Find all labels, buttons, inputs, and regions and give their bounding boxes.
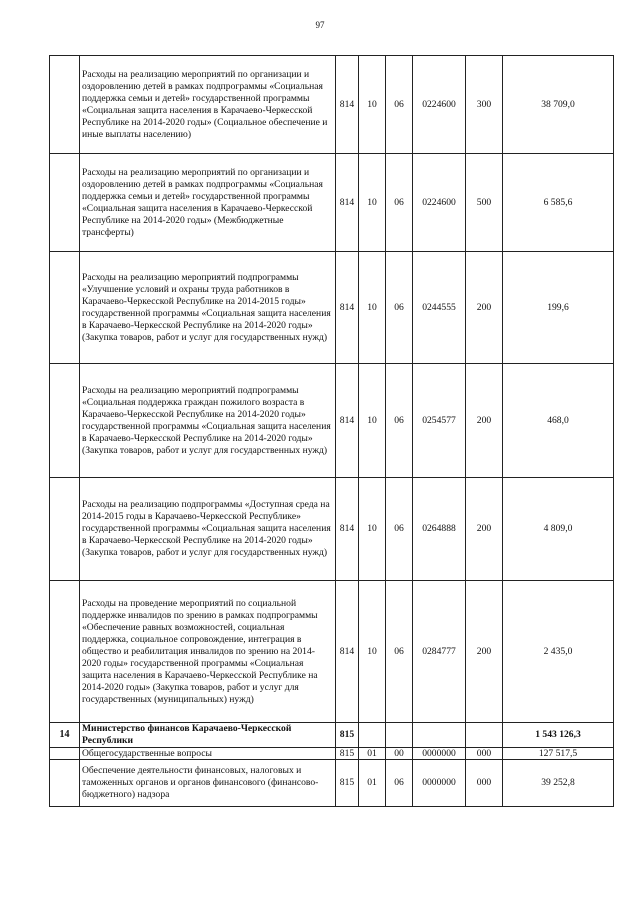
expense-type-code: 300 [466, 56, 503, 154]
row-number [50, 748, 80, 760]
row-amount: 1 543 126,3 [503, 723, 614, 748]
section-code: 10 [359, 581, 386, 723]
section-code: 10 [359, 364, 386, 478]
ministry-code: 814 [336, 252, 359, 364]
row-amount: 2 435,0 [503, 581, 614, 723]
row-number [50, 154, 80, 252]
page-number: 97 [315, 20, 325, 30]
row-amount: 6 585,6 [503, 154, 614, 252]
table-row [50, 760, 614, 807]
ministry-code: 815 [336, 723, 359, 748]
row-amount: 127 517,5 [503, 748, 614, 760]
section-code: 01 [359, 748, 386, 760]
section-code: 10 [359, 478, 386, 581]
table-row [50, 252, 614, 364]
subsection-code: 06 [386, 478, 413, 581]
row-number [50, 56, 80, 154]
expense-type-code: 000 [466, 748, 503, 760]
row-number [50, 364, 80, 478]
table-row [50, 748, 614, 760]
row-description: Расходы на реализацию мероприятий по организации и оздоровлению детей в рамках подпрограммы «Социальная поддержка семьи и детей» государственной программы «Социальная защита населения в Карачаево-Черкесской Республике на 2014-2020 годы» (Межбюджетные трансферты) [80, 154, 336, 252]
subsection-code [386, 723, 413, 748]
target-code: 0224600 [413, 154, 466, 252]
row-number [50, 478, 80, 581]
section-code: 10 [359, 154, 386, 252]
subsection-code: 06 [386, 581, 413, 723]
subsection-code: 06 [386, 252, 413, 364]
ministry-code: 814 [336, 364, 359, 478]
ministry-code: 814 [336, 478, 359, 581]
expense-type-code [466, 723, 503, 748]
table-row [50, 154, 614, 252]
row-description: Обеспечение деятельности финансовых, налоговых и таможенных органов и органов финансового (финансово- бюджетного) надзора [80, 760, 336, 807]
row-description: Расходы на реализацию мероприятий по организации и оздоровлению детей в рамках подпрограммы «Социальная поддержка семьи и детей» государственной программы «Социальная защита населения в Карачаево-Черкесской Республике на 2014-2020 годы» (Социальное обеспечение и иные выплаты населению) [80, 56, 336, 154]
table-row [50, 581, 614, 723]
row-description: Расходы на реализацию мероприятий подпрограммы «Социальная поддержка граждан пожилого возраста в Карачаево-Черкесской Республике на 2014-2020 годы» государственной программы «Социальная защита населения в Карачаево-Черкесской Республике на 2014-2020 годы» (Закупка товаров, работ и услуг для государственных нужд) [80, 364, 336, 478]
row-number [50, 760, 80, 807]
expense-type-code: 200 [466, 478, 503, 581]
budget-table [49, 55, 614, 807]
row-amount: 468,0 [503, 364, 614, 478]
ministry-code: 815 [336, 760, 359, 807]
subsection-code: 06 [386, 760, 413, 807]
target-code: 0244555 [413, 252, 466, 364]
table-row [50, 364, 614, 478]
ministry-code: 815 [336, 748, 359, 760]
row-number [50, 252, 80, 364]
row-number [50, 581, 80, 723]
expense-type-code: 500 [466, 154, 503, 252]
row-description: Общегосударственные вопросы [80, 748, 336, 760]
expense-type-code: 200 [466, 252, 503, 364]
row-amount: 199,6 [503, 252, 614, 364]
expense-type-code: 200 [466, 364, 503, 478]
row-amount: 39 252,8 [503, 760, 614, 807]
target-code: 0254577 [413, 364, 466, 478]
row-amount: 4 809,0 [503, 478, 614, 581]
subsection-code: 06 [386, 56, 413, 154]
row-amount: 38 709,0 [503, 56, 614, 154]
subsection-code: 06 [386, 364, 413, 478]
target-code [413, 723, 466, 748]
expense-type-code: 000 [466, 760, 503, 807]
row-description: Расходы на проведение мероприятий по социальной поддержке инвалидов по зрению в рамках подпрограммы «Обеспечение равных возможностей, социальная поддержка, социальное сопровождение, интеграция в общество и реабилитация инвалидов по зрению на 2014-2020 годы» государственной программы «Социальная защита населения в Карачаево-Черкесской Республике на 2014-2020 годы» (Закупка товаров, работ и услуг для государственных (муниципальных) нужд) [80, 581, 336, 723]
row-description: Расходы на реализацию мероприятий подпрограммы «Улучшение условий и охраны труда работников в Карачаево-Черкесской Республике на 2014-2015 годы» государственной программы «Социальная защита населения в Карачаево-Черкесской Республике на 2014-2020 годы» (Закупка товаров, работ и услуг для государственных нужд) [80, 252, 336, 364]
ministry-code: 814 [336, 56, 359, 154]
target-code: 0224600 [413, 56, 466, 154]
section-code [359, 723, 386, 748]
section-code: 10 [359, 252, 386, 364]
row-description: Министерство финансов Карачаево-Черкесской Республики [80, 723, 336, 748]
target-code: 0284777 [413, 581, 466, 723]
target-code: 0000000 [413, 748, 466, 760]
section-code: 01 [359, 760, 386, 807]
row-number: 14 [50, 723, 80, 748]
target-code: 0000000 [413, 760, 466, 807]
section-code: 10 [359, 56, 386, 154]
target-code: 0264888 [413, 478, 466, 581]
subsection-code: 00 [386, 748, 413, 760]
ministry-code: 814 [336, 154, 359, 252]
expense-type-code: 200 [466, 581, 503, 723]
table-row [50, 478, 614, 581]
subsection-code: 06 [386, 154, 413, 252]
table-row [50, 723, 614, 748]
table-row [50, 56, 614, 154]
row-description: Расходы на реализацию подпрограммы «Доступная среда на 2014-2015 годы в Карачаево-Черкесской Республике» государственной программы «Социальная защита населения в Карачаево-Черкесской Республике на 2014-2020 годы» (Закупка товаров, работ и услуг для государственных нужд) [80, 478, 336, 581]
ministry-code: 814 [336, 581, 359, 723]
